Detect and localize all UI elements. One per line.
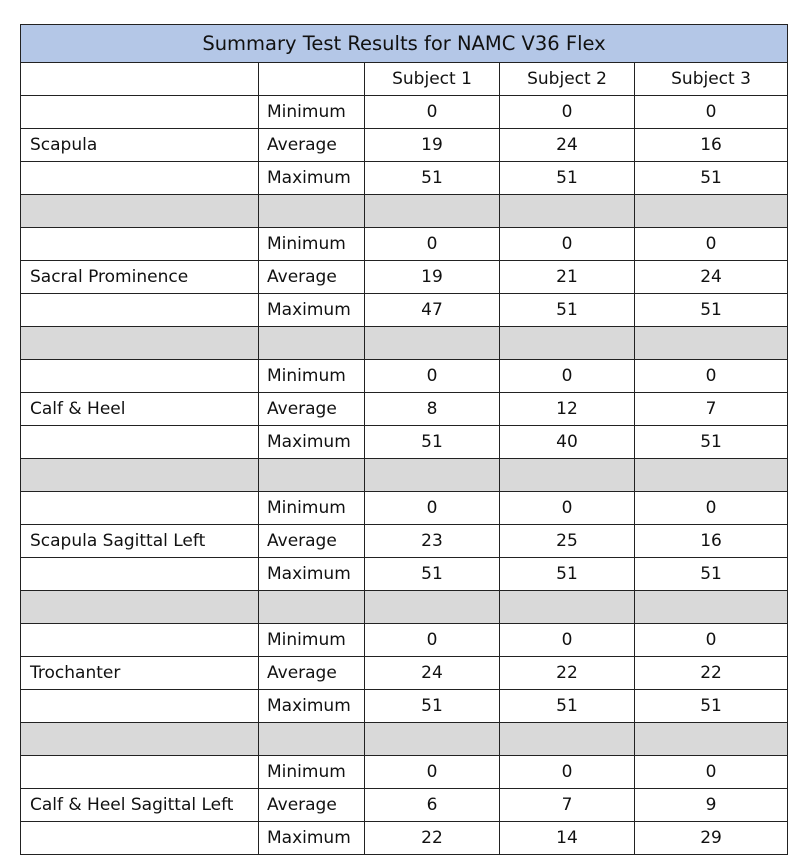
separator-cell: [500, 459, 635, 492]
value-cell-subject-3: 29: [635, 822, 788, 855]
value-cell-subject-1: 51: [365, 690, 500, 723]
location-cell: [21, 624, 259, 657]
separator-cell: [21, 591, 259, 624]
location-cell: [21, 492, 259, 525]
value-cell-subject-2: 24: [500, 129, 635, 162]
value-cell-subject-3: 0: [635, 624, 788, 657]
header-subject-3: Subject 3: [635, 63, 788, 96]
value-cell-subject-1: 19: [365, 261, 500, 294]
separator-cell: [365, 195, 500, 228]
value-cell-subject-1: 22: [365, 822, 500, 855]
location-cell: [21, 822, 259, 855]
value-cell-subject-3: 51: [635, 426, 788, 459]
location-cell: Trochanter: [21, 657, 259, 690]
location-cell: Calf & Heel: [21, 393, 259, 426]
value-cell-subject-3: 24: [635, 261, 788, 294]
table-row: [21, 624, 788, 657]
statistic-cell: Maximum: [259, 294, 365, 327]
separator-cell: [635, 591, 788, 624]
value-cell-subject-1: 0: [365, 360, 500, 393]
value-cell-subject-2: 12: [500, 393, 635, 426]
value-cell-subject-1: 0: [365, 756, 500, 789]
separator-cell: [500, 723, 635, 756]
separator-cell: [635, 459, 788, 492]
location-cell: Scapula Sagittal Left: [21, 525, 259, 558]
separator-cell: [259, 195, 365, 228]
separator-cell: [635, 723, 788, 756]
table-row: [21, 558, 788, 591]
value-cell-subject-1: 0: [365, 624, 500, 657]
value-cell-subject-2: 40: [500, 426, 635, 459]
table-row: [21, 360, 788, 393]
separator-cell: [365, 591, 500, 624]
separator-cell: [21, 327, 259, 360]
value-cell-subject-1: 8: [365, 393, 500, 426]
value-cell-subject-1: 0: [365, 228, 500, 261]
table-row: [21, 690, 788, 723]
table-row: [21, 525, 788, 558]
header-subject-1: Subject 1: [365, 63, 500, 96]
value-cell-subject-2: 0: [500, 624, 635, 657]
location-cell: Sacral Prominence: [21, 261, 259, 294]
value-cell-subject-2: 51: [500, 162, 635, 195]
separator-row: [21, 591, 788, 624]
statistic-cell: Maximum: [259, 426, 365, 459]
statistic-cell: Average: [259, 525, 365, 558]
separator-cell: [21, 459, 259, 492]
separator-cell: [21, 723, 259, 756]
statistic-cell: Maximum: [259, 558, 365, 591]
separator-cell: [259, 327, 365, 360]
location-cell: [21, 294, 259, 327]
results-table: [20, 24, 788, 855]
value-cell-subject-2: 0: [500, 228, 635, 261]
header-row: [21, 63, 788, 96]
value-cell-subject-3: 9: [635, 789, 788, 822]
value-cell-subject-2: 25: [500, 525, 635, 558]
statistic-cell: Maximum: [259, 822, 365, 855]
location-cell: Scapula: [21, 129, 259, 162]
separator-cell: [259, 591, 365, 624]
separator-cell: [635, 195, 788, 228]
location-cell: [21, 162, 259, 195]
table-row: [21, 129, 788, 162]
table-row: [21, 261, 788, 294]
title-row: [21, 25, 788, 63]
separator-row: [21, 327, 788, 360]
table-row: [21, 393, 788, 426]
separator-row: [21, 459, 788, 492]
value-cell-subject-2: 51: [500, 294, 635, 327]
separator-row: [21, 195, 788, 228]
table-row: [21, 756, 788, 789]
separator-cell: [500, 591, 635, 624]
table-row: [21, 789, 788, 822]
table-row: [21, 426, 788, 459]
statistic-cell: Minimum: [259, 624, 365, 657]
statistic-cell: Average: [259, 261, 365, 294]
statistic-cell: Minimum: [259, 756, 365, 789]
separator-cell: [365, 327, 500, 360]
value-cell-subject-2: 0: [500, 96, 635, 129]
value-cell-subject-1: 19: [365, 129, 500, 162]
value-cell-subject-1: 0: [365, 492, 500, 525]
header-subject-2: Subject 2: [500, 63, 635, 96]
value-cell-subject-1: 6: [365, 789, 500, 822]
value-cell-subject-2: 0: [500, 756, 635, 789]
value-cell-subject-3: 0: [635, 228, 788, 261]
separator-cell: [365, 723, 500, 756]
statistic-cell: Average: [259, 129, 365, 162]
statistic-cell: Maximum: [259, 690, 365, 723]
location-cell: [21, 228, 259, 261]
value-cell-subject-3: 16: [635, 525, 788, 558]
value-cell-subject-1: 47: [365, 294, 500, 327]
location-cell: [21, 360, 259, 393]
value-cell-subject-3: 51: [635, 294, 788, 327]
header-location: [21, 63, 259, 96]
location-cell: [21, 690, 259, 723]
value-cell-subject-2: 51: [500, 690, 635, 723]
table-row: [21, 294, 788, 327]
value-cell-subject-2: 14: [500, 822, 635, 855]
value-cell-subject-3: 0: [635, 360, 788, 393]
header-statistic: [259, 63, 365, 96]
table-title: Summary Test Results for NAMC V36 Flex: [21, 25, 788, 63]
value-cell-subject-3: 51: [635, 558, 788, 591]
value-cell-subject-3: 51: [635, 690, 788, 723]
table-row: [21, 162, 788, 195]
value-cell-subject-2: 51: [500, 558, 635, 591]
value-cell-subject-3: 0: [635, 492, 788, 525]
value-cell-subject-1: 51: [365, 162, 500, 195]
value-cell-subject-3: 7: [635, 393, 788, 426]
location-cell: [21, 426, 259, 459]
value-cell-subject-1: 51: [365, 426, 500, 459]
value-cell-subject-2: 0: [500, 492, 635, 525]
value-cell-subject-1: 51: [365, 558, 500, 591]
value-cell-subject-2: 21: [500, 261, 635, 294]
location-cell: [21, 756, 259, 789]
table-row: [21, 228, 788, 261]
location-cell: [21, 558, 259, 591]
separator-cell: [635, 327, 788, 360]
value-cell-subject-1: 0: [365, 96, 500, 129]
table-row: [21, 822, 788, 855]
value-cell-subject-2: 22: [500, 657, 635, 690]
location-cell: [21, 96, 259, 129]
separator-cell: [21, 195, 259, 228]
results-table-body: [21, 25, 788, 855]
statistic-cell: Average: [259, 393, 365, 426]
separator-cell: [259, 723, 365, 756]
value-cell-subject-2: 0: [500, 360, 635, 393]
value-cell-subject-1: 23: [365, 525, 500, 558]
statistic-cell: Average: [259, 789, 365, 822]
separator-cell: [500, 195, 635, 228]
statistic-cell: Minimum: [259, 360, 365, 393]
table-row: [21, 657, 788, 690]
value-cell-subject-3: 0: [635, 96, 788, 129]
value-cell-subject-3: 22: [635, 657, 788, 690]
statistic-cell: Minimum: [259, 228, 365, 261]
statistic-cell: Maximum: [259, 162, 365, 195]
location-cell: Calf & Heel Sagittal Left: [21, 789, 259, 822]
table-row: [21, 492, 788, 525]
value-cell-subject-2: 7: [500, 789, 635, 822]
value-cell-subject-3: 16: [635, 129, 788, 162]
statistic-cell: Average: [259, 657, 365, 690]
statistic-cell: Minimum: [259, 492, 365, 525]
value-cell-subject-3: 51: [635, 162, 788, 195]
separator-cell: [259, 459, 365, 492]
separator-cell: [500, 327, 635, 360]
separator-row: [21, 723, 788, 756]
statistic-cell: Minimum: [259, 96, 365, 129]
value-cell-subject-1: 24: [365, 657, 500, 690]
separator-cell: [365, 459, 500, 492]
value-cell-subject-3: 0: [635, 756, 788, 789]
table-row: [21, 96, 788, 129]
